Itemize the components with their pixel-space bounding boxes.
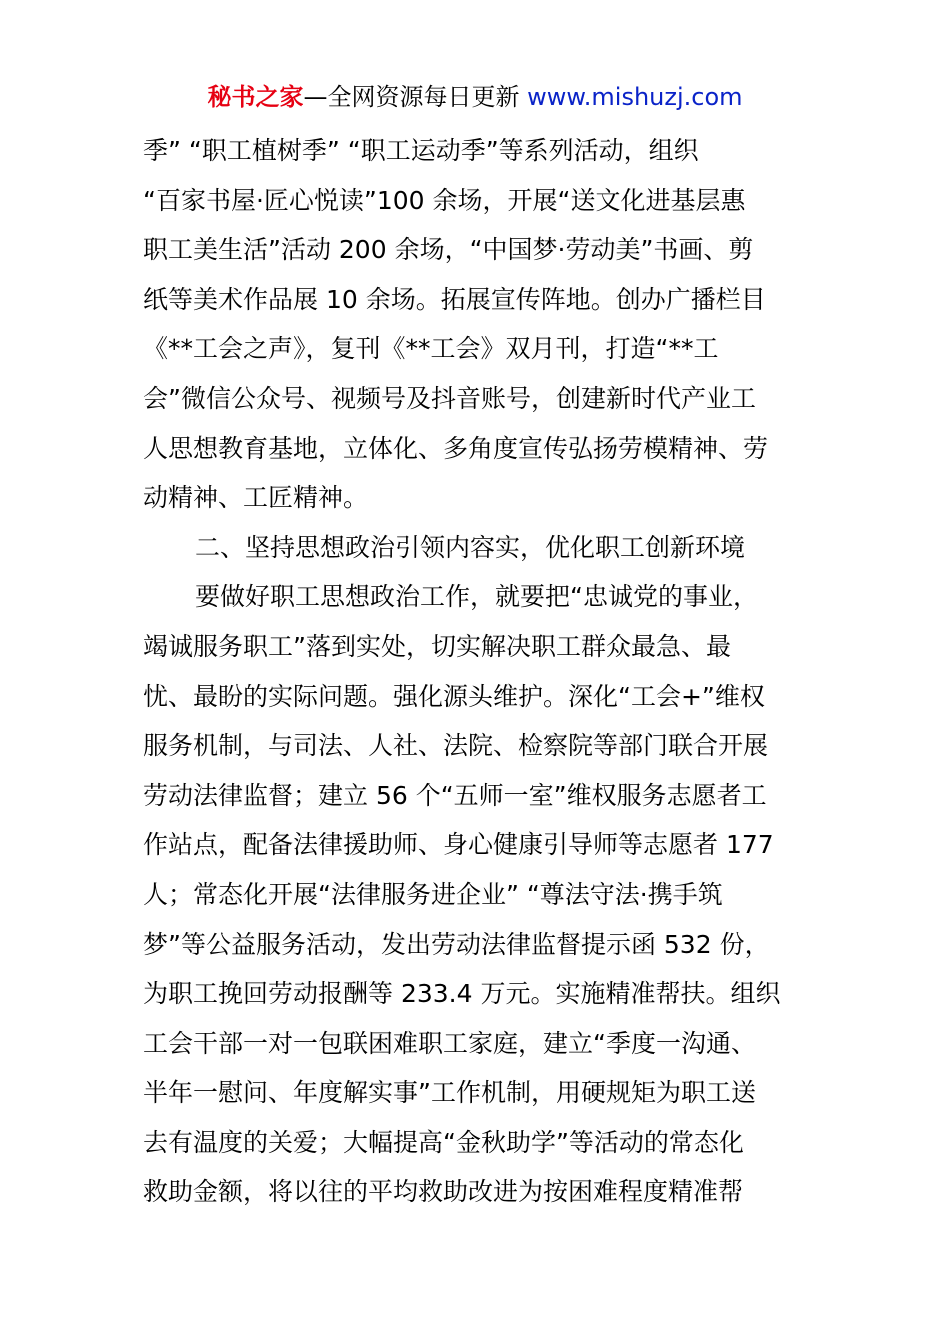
site-header	[0, 80, 950, 114]
site-tagline: —全网资源每日更新	[303, 83, 528, 111]
text-line: 季” “职工植树季” “职工运动季”等系列活动，组织	[143, 136, 699, 165]
document-body	[143, 126, 813, 1217]
text-line: 会”微信公众号、视频号及抖音账号，创建新时代产业工	[143, 383, 756, 413]
text-line: 人思想教育基地，立体化、多角度宣传弘扬劳模精神、劳	[143, 433, 769, 463]
text-line: 半年一慰问、年度解实事”工作机制，用硬规矩为职工送	[143, 1078, 756, 1108]
text-line: 忧、最盼的实际问题。强化源头维护。深化“工会+”维权	[143, 681, 765, 711]
text-line: “百家书屋·匠心悦读”100 余场，开展“送文化进基层惠	[143, 185, 746, 215]
section-heading: 二、坚持思想政治引领内容实，优化职工创新环境	[195, 532, 746, 562]
site-brand: 秘书之家	[207, 83, 304, 111]
text-line: 去有温度的关爱；大幅提高“金秋助学”等活动的常态化	[143, 1127, 744, 1157]
text-line: 职工美生活”活动 200 余场，“中国梦·劳动美”书画、剪	[143, 235, 754, 265]
text-line: 动精神、工匠精神。	[143, 483, 369, 513]
text-line: 梦”等公益服务活动，发出劳动法律监督提示函 532 份，	[143, 929, 770, 959]
text-line: 为职工挽回劳动报酬等 233.4 万元。实施精准帮扶。组织	[143, 979, 781, 1009]
text-line: 救助金额，将以往的平均救助改进为按困难程度精准帮	[143, 1177, 744, 1207]
text-line: 劳动法律监督；建立 56 个“五师一室”维权服务志愿者工	[143, 780, 767, 810]
text-line: 作站点，配备法律援助师、身心健康引导师等志愿者 177	[143, 830, 774, 860]
text-line: 工会干部一对一包联困难职工家庭，建立“季度一沟通、	[143, 1028, 756, 1058]
text-line: 要做好职工思想政治工作，就要把“忠诚党的事业，	[195, 582, 758, 612]
site-url-link[interactable]: www.mishuzj.com	[527, 83, 743, 111]
text-line: 《**工会之声》，复刊《**工会》双月刊，打造“**工	[143, 334, 719, 364]
text-line: 服务机制，与司法、人社、法院、检察院等部门联合开展	[143, 731, 769, 761]
text-line: 纸等美术作品展 10 余场。拓展宣传阵地。创办广播栏目	[143, 284, 766, 314]
text-line: 竭诚服务职工”落到实处，切实解决职工群众最急、最	[143, 631, 731, 661]
text-line: 人；常态化开展“法律服务进企业” “尊法守法·携手筑	[143, 879, 723, 909]
